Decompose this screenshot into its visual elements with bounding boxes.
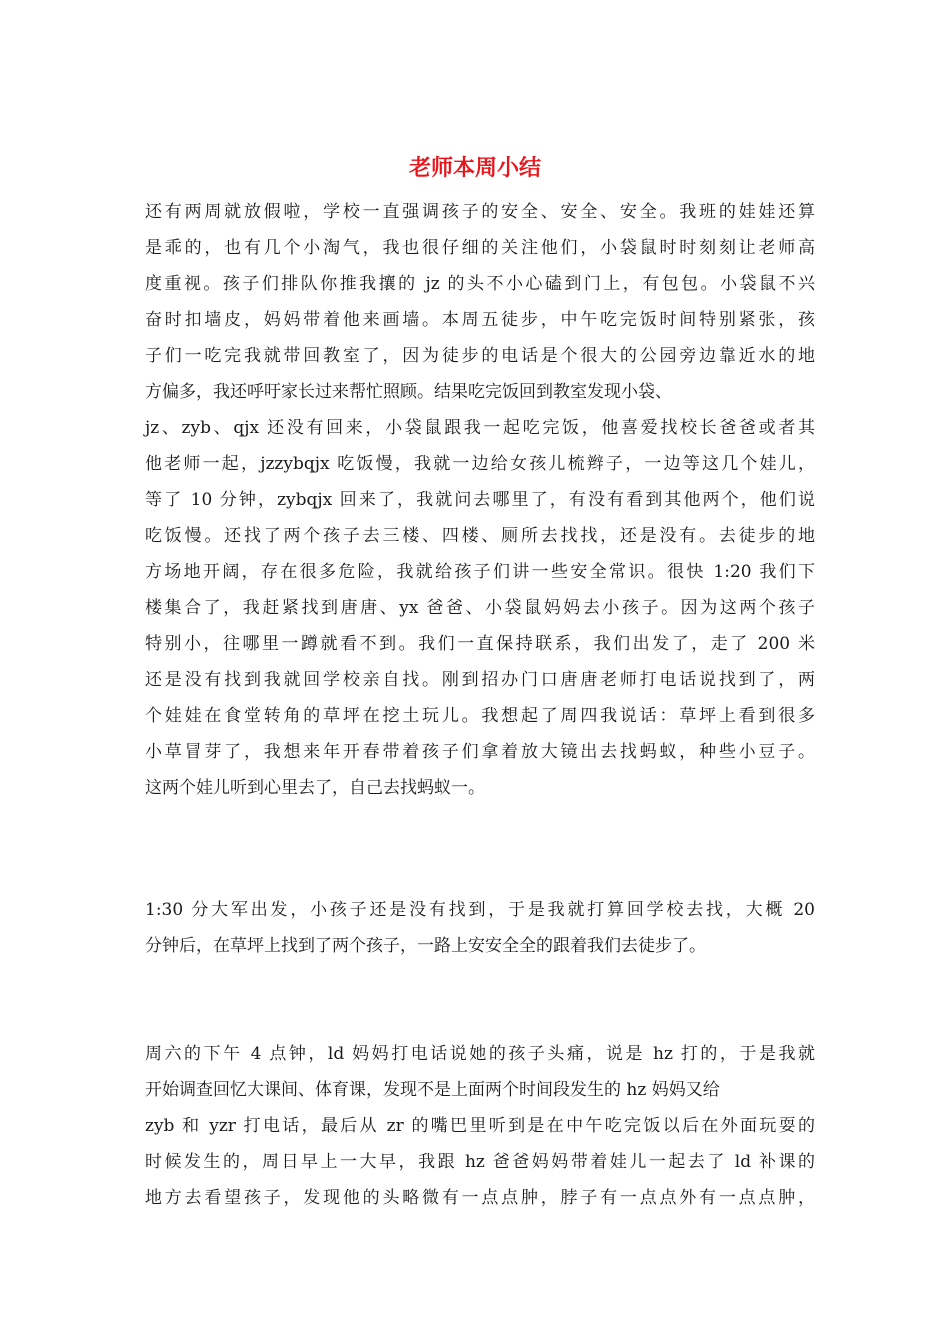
paragraph-1-line-5: 子们一吃完我就带回教室了，因为徒步的电话是个很大的公园旁边靠近水的地 xyxy=(145,346,815,366)
paragraph-1-line-10: 吃饭慢。还找了两个孩子去三楼、四楼、厕所去找找，还是没有。去徒步的地 xyxy=(145,526,815,546)
paragraph-1-line-11: 方场地开阔，存在很多危险，我就给孩子们讲一些安全常识。很快 1:20 我们下 xyxy=(145,562,815,582)
paragraph-1-line-7: jz、zyb、qjx 还没有回来，小袋鼠跟我一起吃完饭，他喜爱找校长爸爸或者其 xyxy=(145,418,815,438)
document-title: 老师本周小结 xyxy=(408,155,541,181)
paragraph-1-line-3: 度重视。孩子们排队你推我攘的 jz 的头不小心磕到门上，有包包。小袋鼠不兴 xyxy=(145,274,815,294)
paragraph-1-line-4: 奋时扣墙皮，妈妈带着他来画墙。本周五徒步，中午吃完饭时间特别紧张，孩 xyxy=(145,310,815,330)
paragraph-1-line-6: 方偏多，我还呼吁家长过来帮忙照顾。结果吃完饭回到教室发现小袋、 xyxy=(145,382,672,402)
paragraph-1-line-1: 还有两周就放假啦，学校一直强调孩子的安全、安全、安全。我班的娃娃还算 xyxy=(145,202,815,222)
paragraph-1-line-12: 楼集合了，我赶紧找到唐唐、yx 爸爸、小袋鼠妈妈去小孩子。因为这两个孩子 xyxy=(145,598,815,618)
paragraph-1-line-2: 是乖的，也有几个小淘气，我也很仔细的关注他们，小袋鼠时时刻刻让老师高 xyxy=(145,238,815,258)
paragraph-1-line-8: 他老师一起，jzzybqjx 吃饭慢，我就一边给女孩儿梳辫子，一边等这几个娃儿， xyxy=(145,454,815,474)
paragraph-3-line-2: 开始调查回忆大课间、体育课，发现不是上面两个时间段发生的 hz 妈妈又给 xyxy=(145,1080,720,1100)
paragraph-3-line-1: 周六的下午 4 点钟，ld 妈妈打电话说她的孩子头痛，说是 hz 打的，于是我就 xyxy=(145,1044,815,1064)
paragraph-1-line-13: 特别小，往哪里一蹲就看不到。我们一直保持联系，我们出发了，走了 200 米 xyxy=(145,634,815,654)
paragraph-3-line-5: 地方去看望孩子，发现他的头略微有一点点肿，脖子有一点点外有一点点肿， xyxy=(145,1188,815,1208)
paragraph-1-line-14: 还是没有找到我就回学校亲自找。刚到招办门口唐唐老师打电话说找到了，两 xyxy=(145,670,815,690)
paragraph-2-line-1: 1:30 分大军出发，小孩子还是没有找到，于是我就打算回学校去找，大概 20 xyxy=(145,900,815,920)
paragraph-1-line-15: 个娃娃在食堂转角的草坪在挖土玩儿。我想起了周四我说话：草坪上看到很多 xyxy=(145,706,815,726)
paragraph-1-line-9: 等了 10 分钟，zybqjx 回来了，我就问去哪里了，有没有看到其他两个，他们说 xyxy=(145,490,815,510)
paragraph-3-line-3: zyb 和 yzr 打电话，最后从 zr 的嘴巴里听到是在中午吃完饭以后在外面玩耍的 xyxy=(145,1116,815,1136)
paragraph-3-line-4: 时候发生的，周日早上一大早，我跟 hz 爸爸妈妈带着娃儿一起去了 ld 补课的 xyxy=(145,1152,815,1172)
paragraph-1-line-16: 小草冒芽了，我想来年开春带着孩子们拿着放大镜出去找蚂蚁，种些小豆子。 xyxy=(145,742,815,762)
paragraph-2-line-2: 分钟后，在草坪上找到了两个孩子，一路上安安全全的跟着我们去徒步了。 xyxy=(145,936,706,956)
paragraph-1-line-17: 这两个娃儿听到心里去了，自己去找蚂蚁一。 xyxy=(145,778,485,798)
